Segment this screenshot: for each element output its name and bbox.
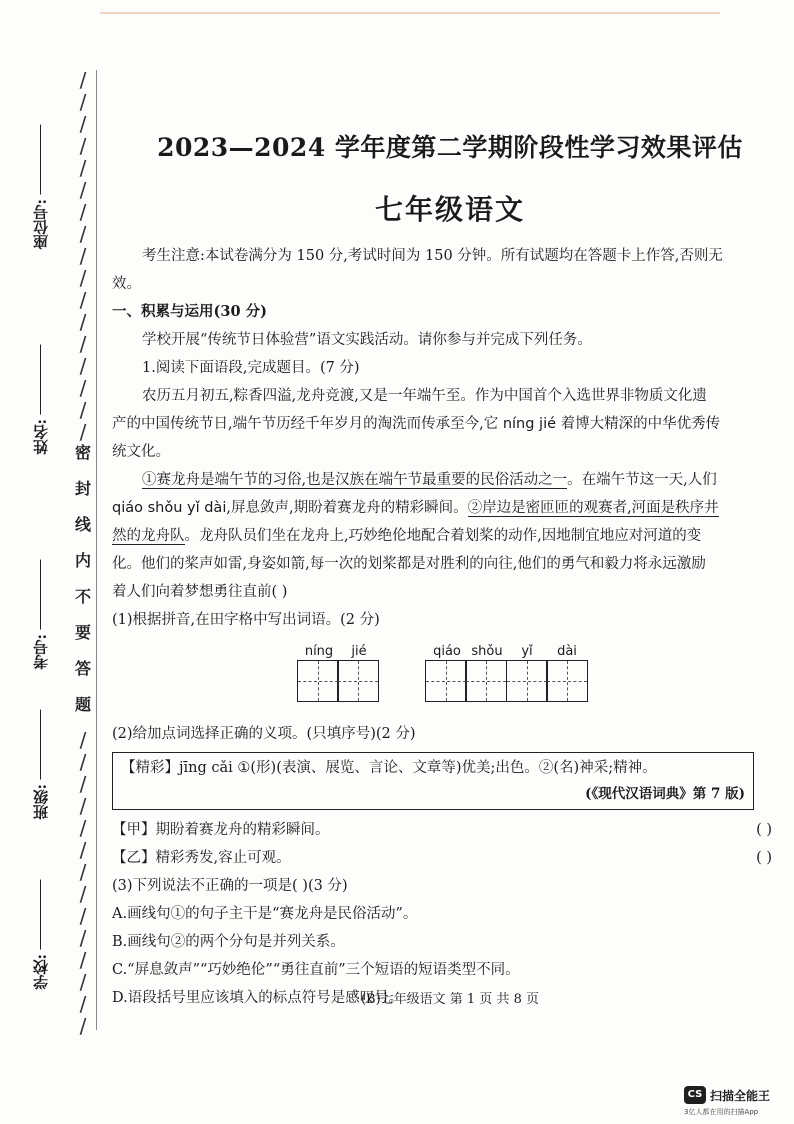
passage-line: 化。他们的桨声如雷,身姿如箭,每一次的划桨都是对胜利的向往,他们的勇气和毅力将永远激励 <box>112 556 706 572</box>
hatch-slash: / <box>79 266 87 290</box>
hatch-slash: / <box>79 772 87 796</box>
subquestion-3: (3)下列说法不正确的一项是( )(3 分) <box>112 878 348 894</box>
option-b: B.画线句②的两个分句是并列关系。 <box>112 934 345 950</box>
hatch-slash: / <box>79 904 87 928</box>
passage-line: ①赛龙舟是端午节的习俗,也是汉族在端午节最重要的民俗活动之一。在端午节这一天,人们 <box>142 472 717 488</box>
hatch-slash: / <box>79 816 87 840</box>
hatch-slash: / <box>79 860 87 884</box>
hatch-slash: / <box>79 200 87 224</box>
question-title: 1.阅读下面语段,完成题目。(7 分) <box>142 360 360 376</box>
hatch-slash: / <box>79 838 87 862</box>
seal-line-column <box>66 68 100 1038</box>
seal-warning-char: 封 <box>74 479 91 498</box>
seal-line <box>96 70 97 1030</box>
answer-blank[interactable]: ( ) <box>756 822 772 838</box>
hatch-slash: / <box>79 420 87 444</box>
hatch-slash: / <box>79 750 87 774</box>
passage-line: qiáo shǒu yǐ dài,屏息敛声,期盼着赛龙舟的精彩瞬间。②岸边是密匝匝的观赛者,河面是秩序井 <box>112 500 719 516</box>
hatch-slash: / <box>79 310 87 334</box>
writing-cell[interactable] <box>506 660 548 702</box>
page-footer: (B)七年级语文 第 1 页 共 8 页 <box>360 992 540 1007</box>
scanner-watermark <box>684 1086 784 1120</box>
hatch-slash: / <box>79 354 87 378</box>
watermark-tagline: 3亿人都在用的扫描App <box>684 1108 759 1116</box>
seat-number-field: 座位号: <box>30 125 51 250</box>
writing-cell[interactable] <box>425 660 467 702</box>
hatch-slash: / <box>79 794 87 818</box>
passage-line: 然的龙舟队。龙舟队员们坐在龙舟上,巧妙绝伦地配合着划桨的动作,因地制宜地应对河道的变 <box>112 528 702 544</box>
hatch-slash: / <box>79 134 87 158</box>
seal-warning-char: 答 <box>74 659 91 678</box>
grid-pinyin: qiáo <box>433 644 461 659</box>
subquestion-2: (2)给加点词选择正确的义项。(只填序号)(2 分) <box>112 726 416 742</box>
grid-pinyin: dài <box>557 644 577 659</box>
hatch-slash: / <box>79 90 87 114</box>
dictionary-source: (《现代汉语词典》第 7 版) <box>585 786 745 802</box>
hatch-slash: / <box>79 156 87 180</box>
exam-content <box>112 242 778 1012</box>
hatch-slash: / <box>79 178 87 202</box>
exam-subtitle: 七年级语文 <box>374 193 525 226</box>
hatch-slash: / <box>79 222 87 246</box>
hatch-slash: / <box>79 376 87 400</box>
hatch-slash: / <box>79 970 87 994</box>
top-edge-line <box>100 12 720 14</box>
hatch-slash: / <box>79 398 87 422</box>
underlined-sentence-2-end: 然的龙舟队 <box>112 528 185 544</box>
writing-cell[interactable] <box>465 660 507 702</box>
writing-cell[interactable] <box>546 660 588 702</box>
grid-pinyin: yǐ <box>521 644 533 659</box>
hatch-slash: / <box>79 332 87 356</box>
option-a: A.画线句①的句子主干是“赛龙舟是民俗活动”。 <box>112 906 418 922</box>
hatch-slash: / <box>79 68 87 92</box>
subquestion-1: (1)根据拼音,在田字格中写出词语。(2 分) <box>112 612 380 628</box>
item-jia: 【甲】期盼着赛龙舟的精彩瞬间。 ( ) <box>112 816 778 844</box>
notice-line: 考生注意:本试卷满分为 150 分,考试时间为 150 分钟。所有试题均在答题卡上作答,否则无 <box>142 248 723 264</box>
hatch-slash: / <box>79 1014 87 1038</box>
underlined-sentence-1: ①赛龙舟是端午节的习俗,也是汉族在端午节最重要的民俗活动之一 <box>142 472 568 488</box>
hatch-slash: / <box>79 244 87 268</box>
underlined-sentence-2: ②岸边是密匝匝的观赛者,河面是秩序井 <box>467 500 719 516</box>
hatch-slash: / <box>79 288 87 312</box>
grid-pinyin: níng <box>304 644 334 659</box>
hatch-slash: / <box>79 728 87 752</box>
seal-warning-char: 内 <box>74 551 91 570</box>
passage-line: 统文化。 <box>112 444 170 460</box>
exam-title: 2023—2024 学年度第二学期阶段性学习效果评估 <box>157 133 743 162</box>
hatch-slash: / <box>79 926 87 950</box>
writing-cell[interactable] <box>337 660 379 702</box>
notice-line: 效。 <box>112 276 141 292</box>
answer-blank[interactable]: ( ) <box>756 850 772 866</box>
item-yi: 【乙】精彩秀发,容止可观。 ( ) <box>112 844 778 872</box>
writing-grids <box>112 638 778 716</box>
hatch-slash: / <box>79 992 87 1016</box>
pinyin-blank: qiáo shǒu yǐ dài <box>112 500 227 516</box>
passage-line: 着人们向着梦想勇往直前( ) <box>112 584 288 600</box>
pinyin-blank: níng jié <box>502 416 557 432</box>
watermark-name: 扫描全能王 <box>710 1089 771 1103</box>
seal-warning-char: 不 <box>74 587 91 606</box>
option-c: C.“屏息敛声”“巧妙绝伦”“勇往直前”三个短语的短语类型不同。 <box>112 962 520 978</box>
seal-warning-char: 线 <box>74 515 91 534</box>
hatch-slash: / <box>79 948 87 972</box>
section-heading: 一、积累与运用(30 分) <box>112 303 267 320</box>
class-field: 班级: <box>30 710 51 820</box>
option-d: D.语段括号里应该填入的标点符号是感叹号。 <box>112 990 404 1006</box>
exam-number-field: 考号: <box>30 560 51 670</box>
passage-line: 农历五月初五,粽香四溢,龙舟竞渡,又是一年端午至。作为中国首个入选世界非物质文化遗 <box>142 388 707 404</box>
dictionary-box <box>112 752 754 810</box>
seal-warning-char: 要 <box>74 623 91 642</box>
camscanner-logo-icon: CS <box>684 1086 706 1104</box>
hatch-slash: / <box>79 882 87 906</box>
dictionary-entry: 【精彩】jīng cǎi ①(形)(表演、展览、言论、文章等)优美;出色。②(名)神采;精神。 <box>121 760 657 776</box>
passage-line: 产的中国传统节日,端午节历经千年岁月的淘洗而传承至今,它 níng jié 着博大精深的中华优秀传 <box>112 416 721 432</box>
grid-pinyin: jié <box>351 644 367 659</box>
school-field: 学校: <box>30 880 51 990</box>
seal-warning-char: 题 <box>74 695 91 714</box>
writing-cell[interactable] <box>297 660 339 702</box>
grid-pinyin: shǒu <box>471 644 503 659</box>
name-field: 姓名: <box>30 345 51 455</box>
seal-warning-char: 密 <box>74 443 91 462</box>
task-intro: 学校开展“传统节日体验营”语文实践活动。请你参与并完成下列任务。 <box>142 332 592 348</box>
hatch-slash: / <box>79 112 87 136</box>
